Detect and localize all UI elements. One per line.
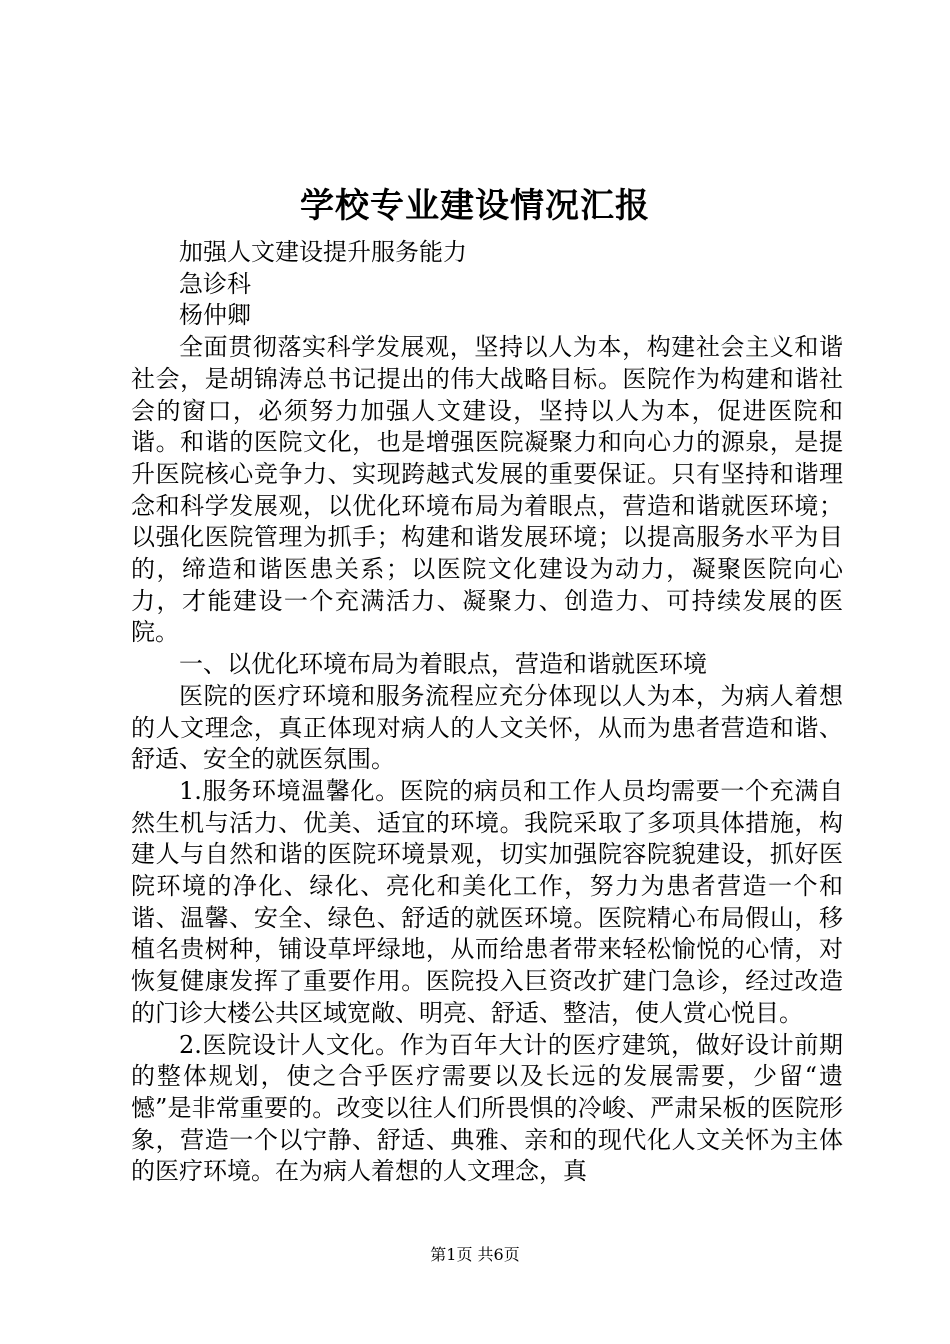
subtitle: 加强人文建设提升服务能力	[179, 238, 467, 266]
document-body	[131, 237, 843, 1188]
paragraph: 2.医院设计人文化。作为百年大计的医疗建筑，做好设计前期的整体规划，使之合乎医疗需要以及长远的发展需要，少留“遗憾”是非常重要的。改变以往人们所畏惧的冷峻、严肃呆板的医院形象，营造一个以宁静、舒适、典雅、亲和的现代化人文关怀为主体的医疗环境。在为病人着想的人文理念，真	[131, 1030, 843, 1186]
paragraph: 医院的医疗环境和服务流程应充分体现以人为本，为病人着想的人文理念，真正体现对病人的人文关怀，从而为患者营造和谐、舒适、安全的就医氛围。	[131, 681, 843, 774]
paragraph: 1.服务环境温馨化。医院的病员和工作人员均需要一个充满自然生机与活力、优美、适宜的环境。我院采取了多项具体措施，构建人与自然和谐的医院环境景观，切实加强院容院貌建设，抓好医院环境的净化、绿化、亮化和美化工作，努力为患者营造一个和谐、温馨、安全、绿色、舒适的就医环境。医院精心布局假山，移植名贵树种，铺设草坪绿地，从而给患者带来轻松愉悦的心情，对恢复健康发挥了重要作用。医院投入巨资改扩建门急诊，经过改造的门诊大楼公共区域宽敞、明亮、舒适、整洁，使人赏心悦目。	[131, 776, 843, 1027]
document-title: 学校专业建设情况汇报	[300, 186, 650, 226]
section-heading: 一、以优化环境布局为着眼点，营造和谐就医环境	[179, 650, 707, 679]
department: 急诊科	[179, 269, 251, 298]
paragraph: 全面贯彻落实科学发展观，坚持以人为本，构建社会主义和谐社会，是胡锦涛总书记提出的伟大战略目标。医院作为构建和谐社会的窗口，必须努力加强人文建设，坚持以人为本，促进医院和谐。和谐的医院文化，也是增强医院凝聚力和向心力的源泉，是提升医院核心竞争力、实现跨越式发展的重要保证。只有坚持和谐理念和科学发展观，以优化环境布局为着眼点，营造和谐就医环境；以强化医院管理为抓手；构建和谐发展环境；以提高服务水平为目的，缔造和谐医患关系；以医院文化建设为动力，凝聚医院向心力，才能建设一个充满活力、凝聚力、创造力、可持续发展的医院。	[131, 333, 843, 647]
author: 杨仲卿	[179, 301, 251, 330]
page-footer: 第1页 共6页	[430, 1245, 520, 1264]
